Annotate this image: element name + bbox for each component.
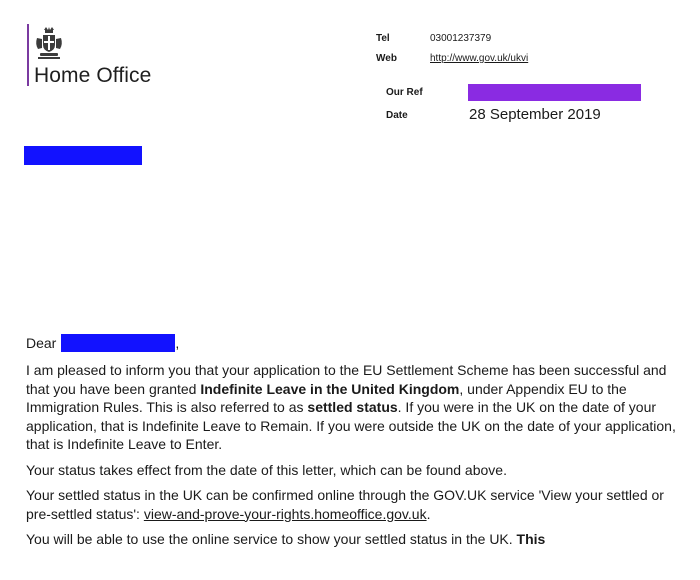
grant-status-bold: Indefinite Leave in the United Kingdom <box>200 380 460 397</box>
tel-value: 03001237379 <box>430 33 492 44</box>
show-status-bold: This <box>516 531 546 547</box>
online-service-text: Your settled status in the UK can be confirmed online through the GOV.UK service 'View your settled or pre-settled status': <box>26 487 664 522</box>
salutation-text: Dear <box>26 335 57 351</box>
settled-status-bold: settled status <box>307 399 398 415</box>
web-link[interactable]: http://www.gov.uk/ukvi <box>430 53 529 64</box>
letter-body <box>26 361 686 556</box>
web-label: Web <box>376 53 397 64</box>
grant-text-2: , under Appendix EU to the Immigration Rules. This is also referred to as <box>26 380 627 415</box>
paragraph-effective-date: Your status takes effect from the date of this letter, which can be found above. <box>26 461 507 478</box>
letterhead-divider <box>27 24 29 86</box>
paragraph-show-status <box>26 530 686 549</box>
salutation: Dear , <box>26 335 180 351</box>
paragraph-grant <box>26 361 686 454</box>
our-ref-label: Our Ref <box>386 87 423 98</box>
royal-coat-of-arms-icon <box>34 26 64 64</box>
date-value: 28 September 2019 <box>469 106 601 123</box>
our-ref-row <box>386 84 646 104</box>
grant-text-1: I am pleased to inform you that your application to the EU Settlement Scheme has been successful and that you have been granted <box>26 362 667 397</box>
date-label: Date <box>386 110 408 121</box>
recipient-address-redaction <box>24 146 142 165</box>
online-service-end: . <box>426 505 431 522</box>
grant-text-3: . If you were in the UK on the date of your application, that is Indefinite Leave to Remain. If you were outside the UK on the date of your application, that is Indefinite Leave to Enter. <box>26 399 676 452</box>
our-ref-redaction <box>468 84 641 101</box>
tel-label: Tel <box>376 33 390 44</box>
paragraph-online-service <box>26 486 686 523</box>
recipient-name-redaction <box>61 334 175 352</box>
department-name: Home Office <box>34 64 152 87</box>
show-status-text: You will be able to use the online service to show your settled status in the UK. <box>26 531 517 547</box>
view-and-prove-link[interactable]: view-and-prove-your-rights.homeoffice.gov.uk <box>143 505 427 522</box>
